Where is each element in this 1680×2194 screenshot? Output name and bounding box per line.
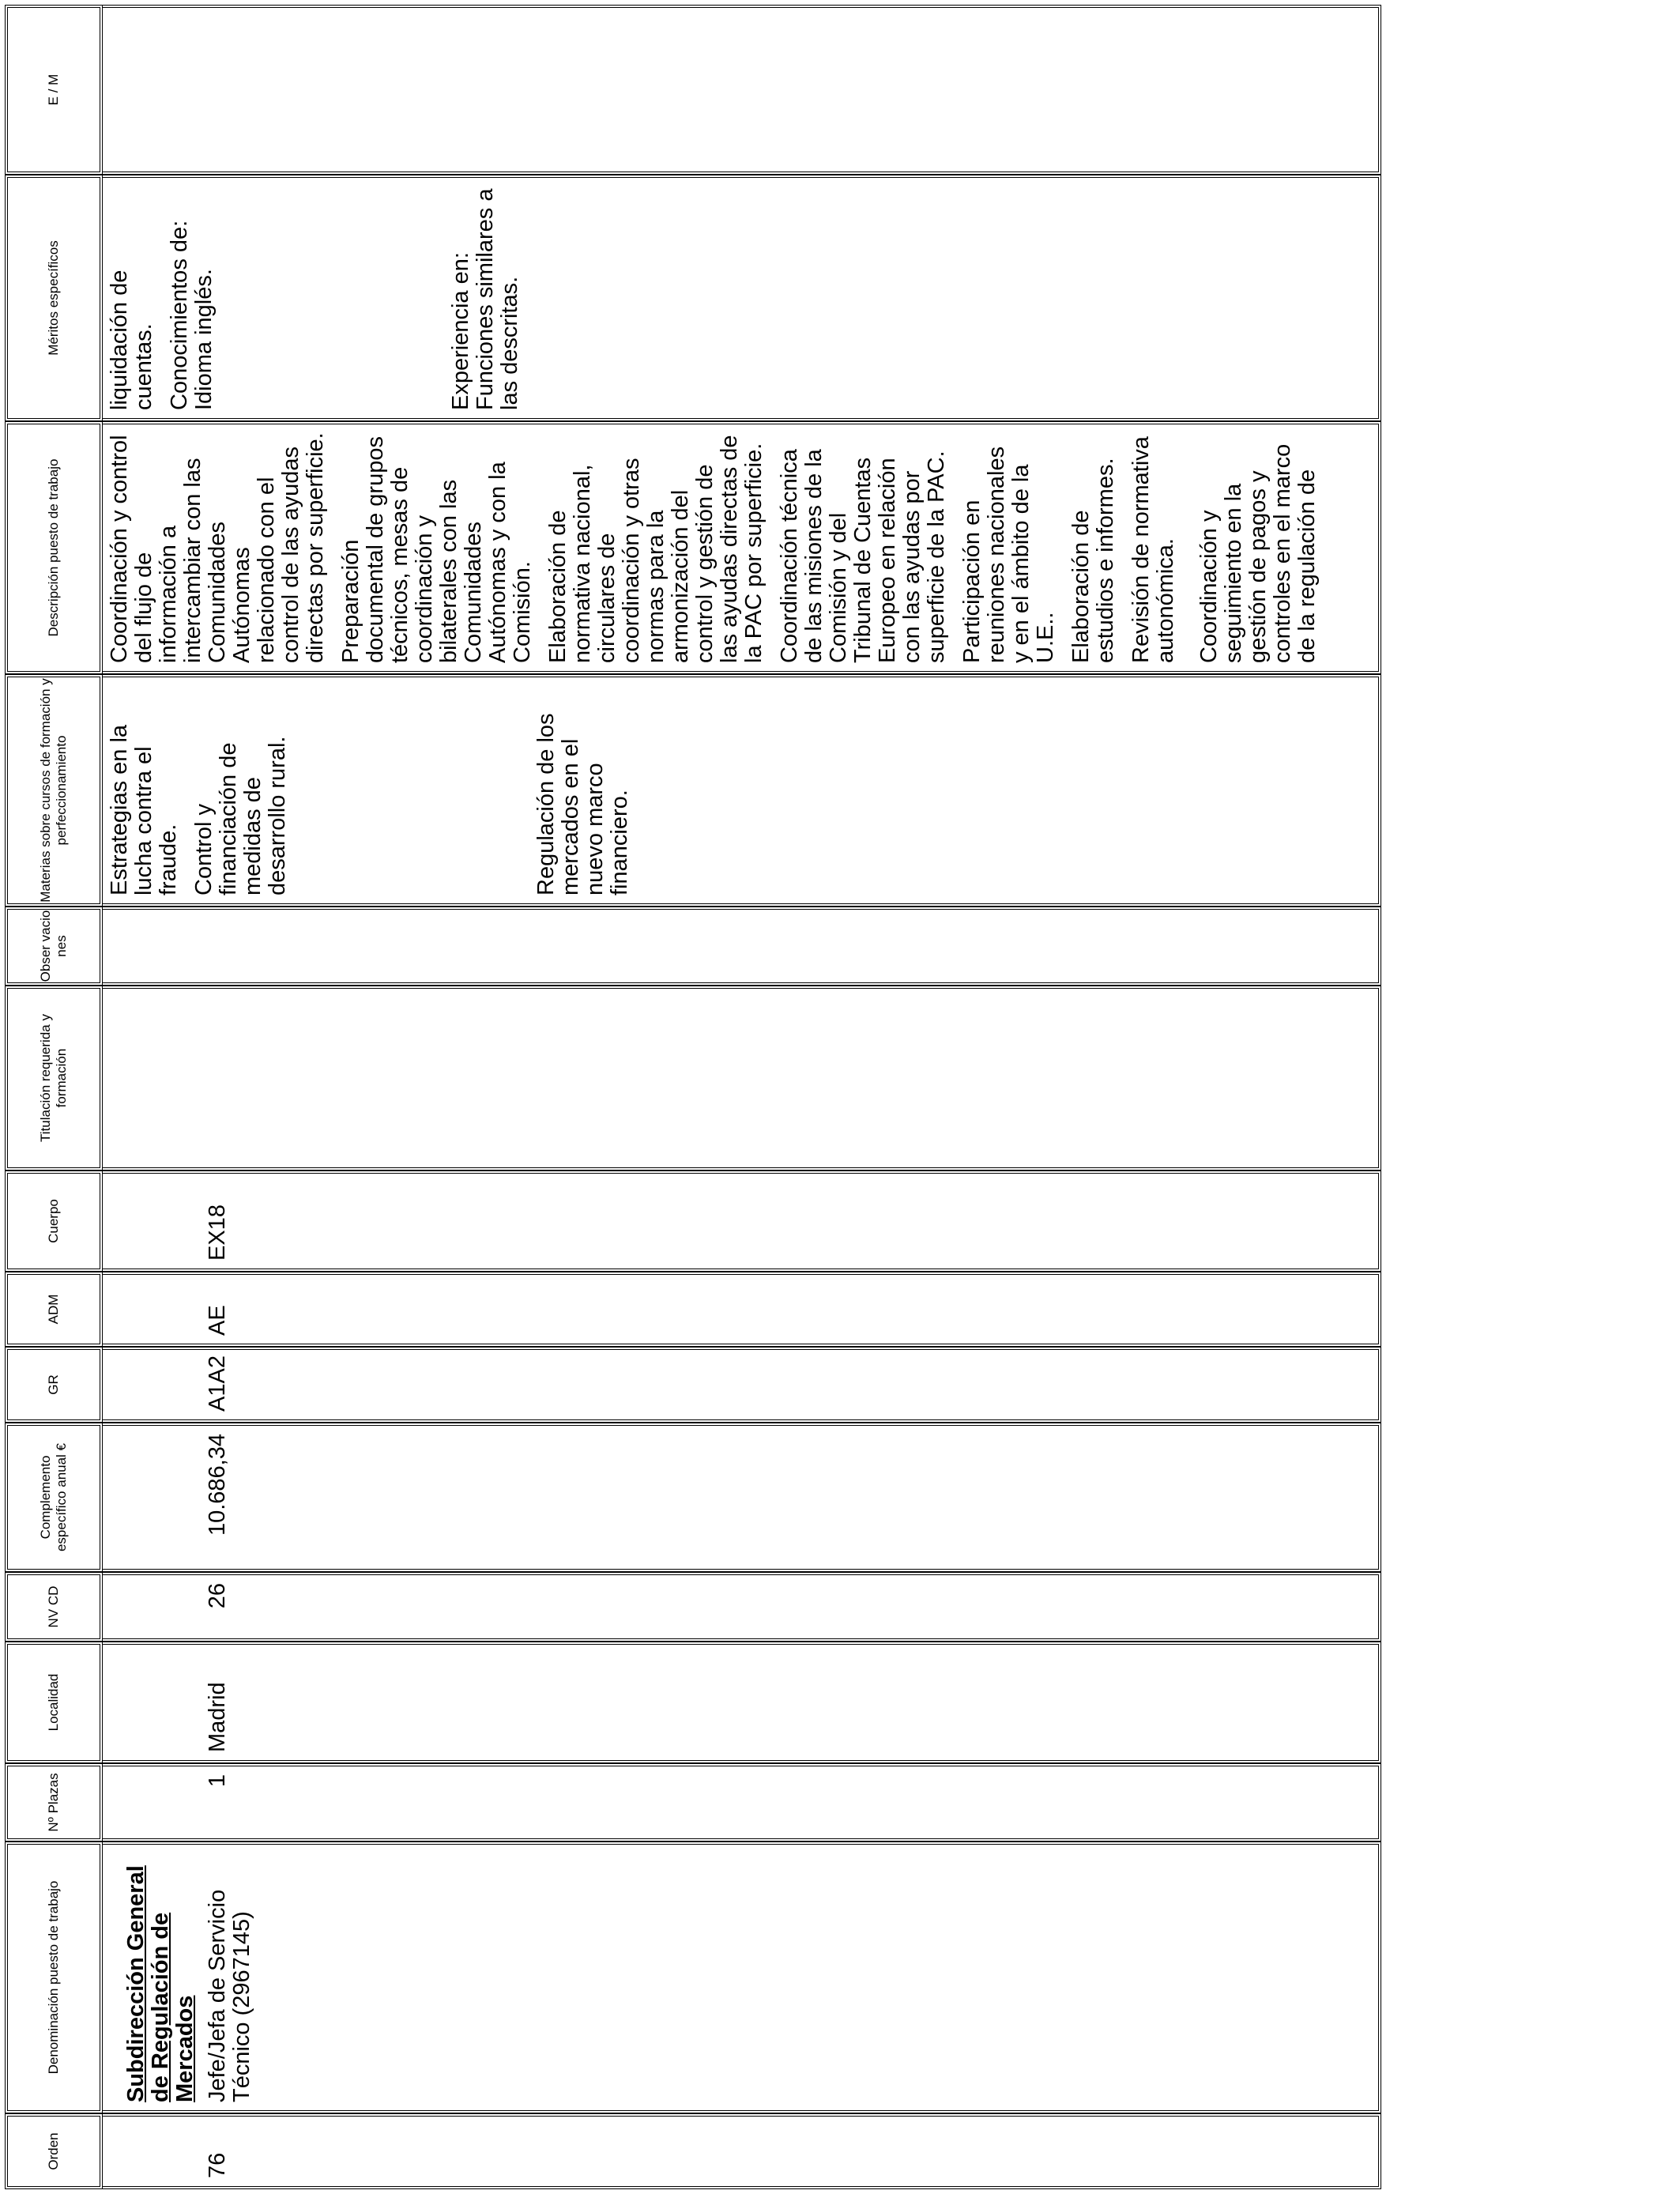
adm-value: AE xyxy=(205,1305,230,1336)
meritos-cont-2: Conocimientos de: Idioma inglés. xyxy=(167,220,217,410)
em-value xyxy=(198,16,205,164)
cell-adm xyxy=(103,1272,1381,1347)
header-materias: Materias sobre cursos de formación y perfeccionamiento xyxy=(5,674,103,907)
cell-descripcion xyxy=(103,421,1381,674)
observaciones-value xyxy=(198,918,205,974)
header-meritos: Méritos específicos xyxy=(5,175,103,421)
header-descripcion: Descripción puesto de trabajo xyxy=(5,421,103,674)
descripcion-cont-5: Participación en reuniones nacionales y en el ámbito de la U.E.. xyxy=(959,446,1058,663)
cell-localidad xyxy=(103,1642,1381,1763)
cell-cuerpo xyxy=(103,1171,1381,1272)
job-positions-table xyxy=(5,5,1381,2189)
descripcion-cont-2: Preparación documental de grupos técnicos, mesas de coordinación y bilaterales con las Comunidades Autónomas y con la Comisión. xyxy=(338,436,535,663)
meritos-value: Experiencia en: Funciones similares a las descritas. xyxy=(448,188,522,410)
header-complemento: Complemento específico anual € xyxy=(5,1423,103,1572)
header-gr: GR xyxy=(5,1347,103,1423)
descripcion-cont-3: Elaboración de normativa nacional, circulares de coordinación y otras normas para la armonización del control y gestión de las ayudas directas de la PAC por superficie. xyxy=(545,435,767,663)
gr-value: A1A2 xyxy=(205,1355,230,1412)
header-adm: ADM xyxy=(5,1272,103,1347)
cell-denominacion xyxy=(103,1842,1381,2113)
header-localidad: Localidad xyxy=(5,1642,103,1763)
header-denominacion: Denominación puesto de trabajo xyxy=(5,1842,103,2113)
section-title: Subdirección General de Regulación de Mercados xyxy=(123,1865,198,2102)
header-plazas: Nº Plazas xyxy=(5,1763,103,1842)
localidad-value: Madrid xyxy=(205,1682,230,1752)
cell-complemento xyxy=(103,1423,1381,1572)
cell-materias xyxy=(103,674,1381,907)
header-observaciones: Obser vacio nes xyxy=(5,907,103,986)
descripcion-cont-1: Coordinación y control del flujo de información a intercambiar con las Comunidades Autónomas relacionado con el control de las ayudas directas por superficie. xyxy=(107,432,328,663)
denominacion-value: Jefe/Jefa de Servicio Técnico (2967145) xyxy=(205,1889,254,2102)
titulacion-value xyxy=(198,997,205,1159)
header-orden: Orden xyxy=(5,2113,103,2189)
cell-nivel xyxy=(103,1572,1381,1642)
header-em: E / M xyxy=(5,5,103,175)
materias-cont-1: Estrategias en la lucha contra el fraude. xyxy=(107,724,181,895)
descripcion-value: Coordinación y seguimiento en la gestión de pagos y controles en el marco de la regulación de xyxy=(1196,443,1320,663)
descripcion-cont-4: Coordinación técnica de las misiones de la Comisión y del Tribunal de Cuentas Europeo en relación con las ayudas por superficie de la PAC. xyxy=(777,449,949,663)
complemento-value: 10.686,34 xyxy=(205,1434,230,1536)
cell-observaciones xyxy=(103,907,1381,986)
descripcion-cont-7: Revisión de normativa autonómica. xyxy=(1128,436,1178,663)
cell-orden xyxy=(103,2113,1381,2189)
header-titulacion: Titulación requerida y formación xyxy=(5,986,103,1171)
materias-cont-2: Control y financiación de medidas de desarrollo rural. xyxy=(191,736,290,895)
meritos-cont-1: liquidación de cuentas. xyxy=(107,270,156,410)
table-row xyxy=(103,5,1381,2189)
materias-value: Regulación de los mercados en el nuevo marco financiero. xyxy=(533,713,632,895)
cuerpo-value: EX18 xyxy=(205,1204,230,1261)
cell-em xyxy=(103,5,1381,175)
plazas-value: 1 xyxy=(205,1774,230,1788)
header-row xyxy=(5,5,103,2189)
cell-titulacion xyxy=(103,986,1381,1171)
nivel-value: 26 xyxy=(205,1583,230,1609)
header-cuerpo: Cuerpo xyxy=(5,1171,103,1272)
cell-gr xyxy=(103,1347,1381,1423)
orden-value: 76 xyxy=(205,2152,230,2178)
header-nivel: NV CD xyxy=(5,1572,103,1642)
cell-meritos xyxy=(103,175,1381,421)
cell-plazas xyxy=(103,1763,1381,1842)
descripcion-cont-6: Elaboración de estudios e informes. xyxy=(1068,458,1118,663)
